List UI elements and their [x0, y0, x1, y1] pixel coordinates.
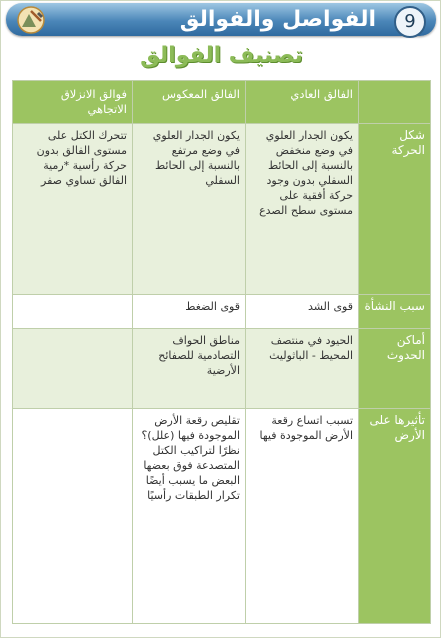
row-label: سبب النشأة: [359, 295, 431, 329]
table-cell: تسبب اتساع رقعة الأرض الموجودة فيها: [246, 409, 359, 624]
table-cell: يكون الجدار العلوي في وضع مرتفع بالنسبة إلى الحائط السفلي: [133, 124, 246, 295]
table-cell: [13, 409, 133, 624]
table-cell: تقليص رقعة الأرض الموجودة فيها (علل)؟ نظرًا لتراكيب الكتل المتصدعة فوق بعضها البعض ما يسبب أيضًا تكرار الطبقات رأسيًا: [133, 409, 246, 624]
column-header-reverse: الفالق المعكوس: [133, 81, 246, 124]
table-cell: تتحرك الكتل على مستوى الفالق بدون حركة رأسية *رمية الفالق تساوي صفر: [13, 124, 133, 295]
table-cell: الحيود في منتصف المحيط - الباثوليث: [246, 329, 359, 409]
table-cell: [13, 329, 133, 409]
table-row: [13, 329, 431, 409]
row-label: شكل الحركة: [359, 124, 431, 295]
column-header-strike-slip: فوالق الانزلاق الاتجاهي: [13, 81, 133, 124]
page-number: 9: [394, 6, 426, 38]
row-label: تأثيرها على الأرض: [359, 409, 431, 624]
corner-cell: [359, 81, 431, 124]
table-cell: [13, 295, 133, 329]
table-row: [13, 409, 431, 624]
table-cell: قوى الضغط: [133, 295, 246, 329]
page-title: الفواصل والفوالق: [179, 7, 376, 32]
header-bar: [6, 3, 436, 36]
section-subtitle: تصنيف الفوالق: [140, 43, 303, 68]
row-label: أماكن الحدوث: [359, 329, 431, 409]
table-row: [13, 295, 431, 329]
table-cell: مناطق الحواف التصادمية للصفائح الأرضية: [133, 329, 246, 409]
table-row: [13, 124, 431, 295]
faults-classification-table: [12, 80, 431, 624]
geology-logo-icon: [14, 5, 48, 35]
table-cell: قوى الشد: [246, 295, 359, 329]
table-cell: يكون الجدار العلوي في وضع منخفض بالنسبة إلى الحائط السفلي بدون وجود حركة أفقية على مستوى سطح الصدع: [246, 124, 359, 295]
table-header-row: [13, 81, 431, 124]
column-header-normal: الفالق العادي: [246, 81, 359, 124]
